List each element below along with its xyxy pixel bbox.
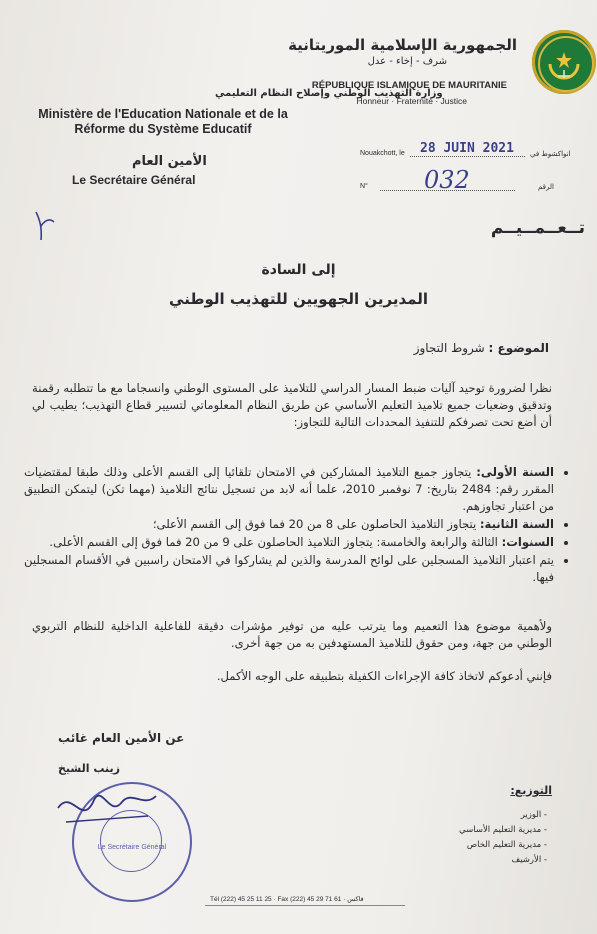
distribution-title: التوزيع: — [510, 784, 552, 797]
number-label-arabic: الرقم — [538, 183, 554, 191]
footer-divider — [205, 905, 405, 906]
addressee-title: إلى السادة — [261, 262, 336, 278]
rule-item — [24, 552, 554, 586]
document-number: 032 — [424, 166, 470, 194]
motto-arabic: شرف - إخاء - عدل — [367, 56, 447, 67]
rule-text: يتجاوز جميع التلاميذ المشاركين في الامتحان تلقائيا إلى القسم الأعلى وذلك طبقا لمقتضيات المقرر رقم: 2484 بتاريخ: 7 نوفمبر 2010، علما أنه لابد من تسجيل نتائج التلاميذ (مهما تكن) ليتمكن التطبيق من اعتبار تجاوزهم. — [24, 465, 554, 513]
rule-item — [24, 464, 554, 515]
national-seal-icon — [532, 30, 596, 94]
distribution-item: - مديرية التعليم الأساسي — [459, 823, 547, 838]
distribution-item: - مديرية التعليم الخاص — [459, 838, 547, 853]
rule-text: الثالثة والرابعة والخامسة: يتجاوز التلاميذ الحاصلون على 9 من 20 فما فوق إلى القسم الأعلى. — [49, 535, 498, 549]
rule-text: يتجاوز التلاميذ الحاصلون على 8 من 20 فما فوق إلى القسم الأعلى؛ — [152, 517, 477, 531]
ministry-french: Ministère de l'Education Nationale et de la Réforme du Système Educatif — [38, 107, 288, 136]
subject-line — [414, 341, 549, 355]
stamp-text: Le Secrétaire Général — [97, 844, 167, 851]
rule-item — [24, 534, 554, 551]
rule-item — [24, 516, 554, 533]
distribution-item: - الأرشيف — [459, 853, 547, 868]
ministry-arabic: وزارة التهذيب الوطني وإصلاح النظام التعليمي — [215, 88, 443, 99]
republic-arabic: الجمهورية الإسلامية الموريتانية — [288, 36, 517, 54]
importance-paragraph: ولأهمية موضوع هذا التعميم وما يترتب عليه من توفير مؤشرات دقيقة للفاعلية الداخلية للنظام التربوي الوطني من جهة، ومن حقوق للتلاميذ المستهدفين به من جهة أخرى. — [32, 619, 552, 650]
number-label: N° — [360, 183, 368, 190]
distribution-list — [459, 808, 547, 868]
subject-label: الموضوع : — [488, 341, 549, 355]
document-type: تــعــمــيــم — [490, 218, 585, 238]
date-label-arabic: انواكشوط في — [530, 150, 571, 158]
rule-label: السنوات: — [501, 535, 554, 549]
republic-french: RÉPUBLIQUE ISLAMIQUE DE MAURITANIE — [311, 80, 507, 91]
secretary-general-french: Le Secrétaire Général — [72, 173, 196, 187]
signatory-title: عن الأمين العام غائب — [58, 731, 185, 745]
secretary-general-arabic: الأمين العام — [132, 154, 207, 169]
rule-text: يتم اعتبار التلاميذ المسجلين على لوائح المدرسة والذين لم يشاركوا في الامتحان راسبين في الأقسام المسجلين فيها. — [24, 553, 554, 584]
rule-label: السنة الثانية: — [479, 517, 554, 531]
closing-paragraph: فإنني أدعوكم لاتخاذ كافة الإجراءات الكفيلة بتطبيقه على الوجه الأكمل. — [216, 669, 552, 683]
rules-list — [24, 464, 572, 587]
footer-contact: Tél (222) 45 25 11 25 · Fax (222) 45 29 71 61 · فاكس — [210, 896, 364, 903]
intro-paragraph: نظرا لضرورة توحيد آليات ضبط المسار الدراسي للتلاميذ على المستوى الوطني وانسجاما مع ما تتطلبه رقمنة وتدقيق وضعيات جميع تلاميذ التعليم الأساسي عن طريق النظام المعلوماتي لتسيير قطاع التهذيب؛ يطيب لي أن أضع تحت تصرفكم للتنفيذ المحددات التالية للتجاوز: — [32, 381, 552, 429]
handwritten-signature-icon — [52, 778, 162, 852]
subject-text: شروط التجاوز — [413, 341, 485, 355]
distribution-item: - الوزير — [459, 808, 547, 823]
rule-label: السنة الأولى: — [476, 465, 554, 479]
date-stamp: 28 JUIN 2021 — [420, 141, 514, 156]
handwritten-initial-icon — [32, 206, 58, 250]
addressee-recipients: المديرين الجهويين للتهذيب الوطني — [169, 290, 428, 308]
date-line — [410, 156, 525, 157]
signatory-name: زينب الشيخ — [58, 762, 120, 775]
date-label: Nouakchott, le — [360, 150, 405, 157]
motto-french: Honneur · Fraternité · Justice — [356, 96, 467, 106]
